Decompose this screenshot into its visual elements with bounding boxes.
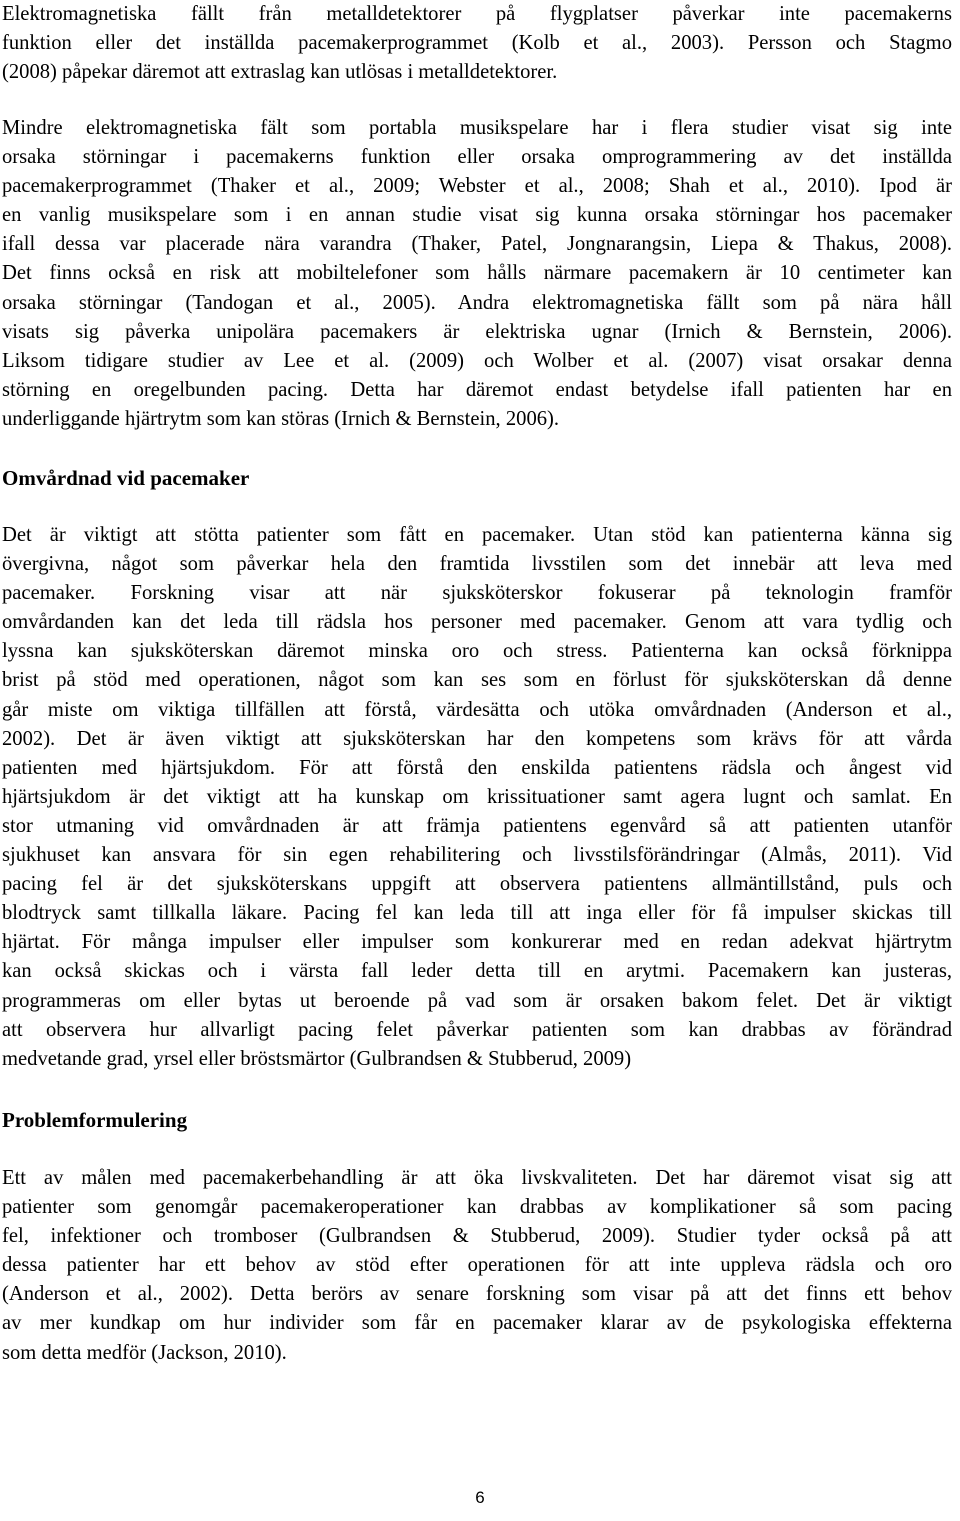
text-line: en vanlig musikspelare som i en annan studie visat sig kunna orsaka störningar hos pacemaker bbox=[2, 204, 952, 227]
text-line: pacing fel är det sjuksköterskans uppgift att observera patientens allmäntillstånd, puls och bbox=[2, 873, 952, 896]
paragraph-problem-formulation bbox=[2, 1164, 952, 1368]
text-line: patienter som genomgår pacemakeroperationer kan drabbas av komplikationer så som pacing bbox=[2, 1196, 952, 1219]
text-line: pacemakerprogrammet (Thaker et al., 2009; Webster et al., 2008; Shah et al., 2010). Ipod är bbox=[2, 175, 952, 198]
text-line: sjukhuset kan ansvara för sin egen rehabilitering och livsstilsförändringar (Almås, 2011). Vid bbox=[2, 844, 952, 867]
text-line: blodtryck samt tillkalla läkare. Pacing fel kan leda till att inga eller för få impulser skickas till bbox=[2, 902, 952, 925]
text-line: (2008) påpekar däremot att extraslag kan utlösas i metalldetektorer. bbox=[2, 61, 558, 84]
text-line: övergivna, något som påverkar hela den framtida livsstilen som det innebär att leva med bbox=[2, 553, 952, 576]
text-line: Det är viktigt att stötta patienter som fått en pacemaker. Utan stöd kan patienterna känna sig bbox=[2, 524, 952, 546]
text-line: visats sig påverka unipolära pacemakers är elektriska ugnar (Irnich & Bernstein, 2006). bbox=[2, 320, 952, 343]
text-line: 2002). Det är även viktigt att sjuksköterskan har den kompetens som krävs för att vårda bbox=[2, 727, 952, 750]
text-line: att observera hur allvarligt pacing felet påverkar patienten som kan drabbas av förändrad bbox=[2, 1018, 952, 1041]
heading-nursing: Omvårdnad vid pacemaker bbox=[2, 466, 250, 490]
text-line: orsaka störningar i pacemakerns funktion eller orsaka omprogrammering av det inställda bbox=[2, 146, 952, 169]
text-line: Mindre elektromagnetiska fält som portabla musikspelare har i flera studier visat sig inte bbox=[2, 117, 952, 139]
text-line: hjärtat. För många impulser eller impulser som konkurerar med en redan adekvat hjärtrytm bbox=[2, 931, 952, 954]
paragraph-metal-detectors bbox=[2, 0, 952, 87]
text-line: hjärtsjukdom är det viktigt att ha kunskap om krissituationer samt agera lugnt och samlat. En bbox=[2, 785, 952, 808]
text-line: Elektromagnetiska fällt från metalldetektorer på flygplatser påverkar inte pacemakerns bbox=[2, 3, 952, 25]
paragraph-electromagnetic-fields bbox=[2, 114, 952, 434]
text-line: patienten med hjärtsjukdom. För att förstå den enskilda patientens rädsla och ångest vid bbox=[2, 756, 952, 779]
text-line: kan också skickas och i värsta fall leder detta till en arytmi. Pacemakern kan justeras, bbox=[2, 960, 952, 983]
text-line: lyssna kan sjuksköterskan däremot minska oro och stress. Patienterna kan också förknippa bbox=[2, 640, 952, 663]
text-line: dessa patienter har ett behov av stöd efter operationen för att inte uppleva rädsla och oro bbox=[2, 1254, 952, 1277]
text-line: fel, infektioner och tromboser (Gulbrandsen & Stubberud, 2009). Studier tyder också på att bbox=[2, 1225, 952, 1248]
text-line: av mer kundkap om hur individer som får en pacemaker klarar av de psykologiska effekterna bbox=[2, 1312, 952, 1335]
text-line: stor utmaning vid omvårdnaden är att främja patientens egenvård så att patienten utanför bbox=[2, 814, 952, 837]
text-line: störning en oregelbunden pacing. Detta har däremot endast betydelse ifall patienten har en bbox=[2, 378, 952, 401]
text-line: Ett av målen med pacemakerbehandling är att öka livskvaliteten. Det har däremot visat sig att bbox=[2, 1167, 952, 1189]
text-line: funktion eller det inställda pacemakerprogrammet (Kolb et al., 2003). Persson och Stagmo bbox=[2, 32, 952, 55]
text-line: brist på stöd med operationen, något som kan ses som en förlust för sjuksköterskan då denne bbox=[2, 669, 952, 692]
text-line: programmeras om eller bytas ut beroende på vad som är orsaken bakom felet. Det är viktigt bbox=[2, 989, 952, 1012]
text-line: (Anderson et al., 2002). Detta berörs av senare forskning som visar på att det finns ett behov bbox=[2, 1283, 952, 1306]
text-line: Liksom tidigare studier av Lee et al. (2009) och Wolber et al. (2007) visat orsakar denna bbox=[2, 349, 952, 372]
paragraph-nursing bbox=[2, 521, 952, 1074]
page-number: 6 bbox=[475, 1488, 485, 1507]
text-line: ifall dessa var placerade nära varandra (Thaker, Patel, Jongnarangsin, Liepa & Thakus, 2008). bbox=[2, 233, 952, 256]
text-line: orsaka störningar (Tandogan et al., 2005). Andra elektromagnetiska fällt som på nära håll bbox=[2, 291, 952, 314]
text-line: medvetande grad, yrsel eller bröstsmärtor (Gulbrandsen & Stubberud, 2009) bbox=[2, 1047, 632, 1070]
heading-problem-formulation: Problemformulering bbox=[2, 1108, 188, 1132]
text-line: omvårdanden kan det leda till rädsla hos personer med pacemaker. Genom att vara tydlig och bbox=[2, 611, 952, 634]
text-line: pacemaker. Forskning visar att när sjuksköterskor fokuserar på teknologin framför bbox=[2, 582, 952, 605]
text-line: Det finns också en risk att mobiltelefoner som hålls närmare pacemakern är 10 centimeter kan bbox=[2, 262, 952, 285]
text-line: går miste om viktiga tillfällen att förstå, värdesätta och utöka omvårdnaden (Anderson et al., bbox=[2, 698, 952, 721]
text-line: som detta medför (Jackson, 2010). bbox=[2, 1341, 287, 1364]
text-line: underliggande hjärtrytm som kan störas (Irnich & Bernstein, 2006). bbox=[2, 407, 560, 430]
